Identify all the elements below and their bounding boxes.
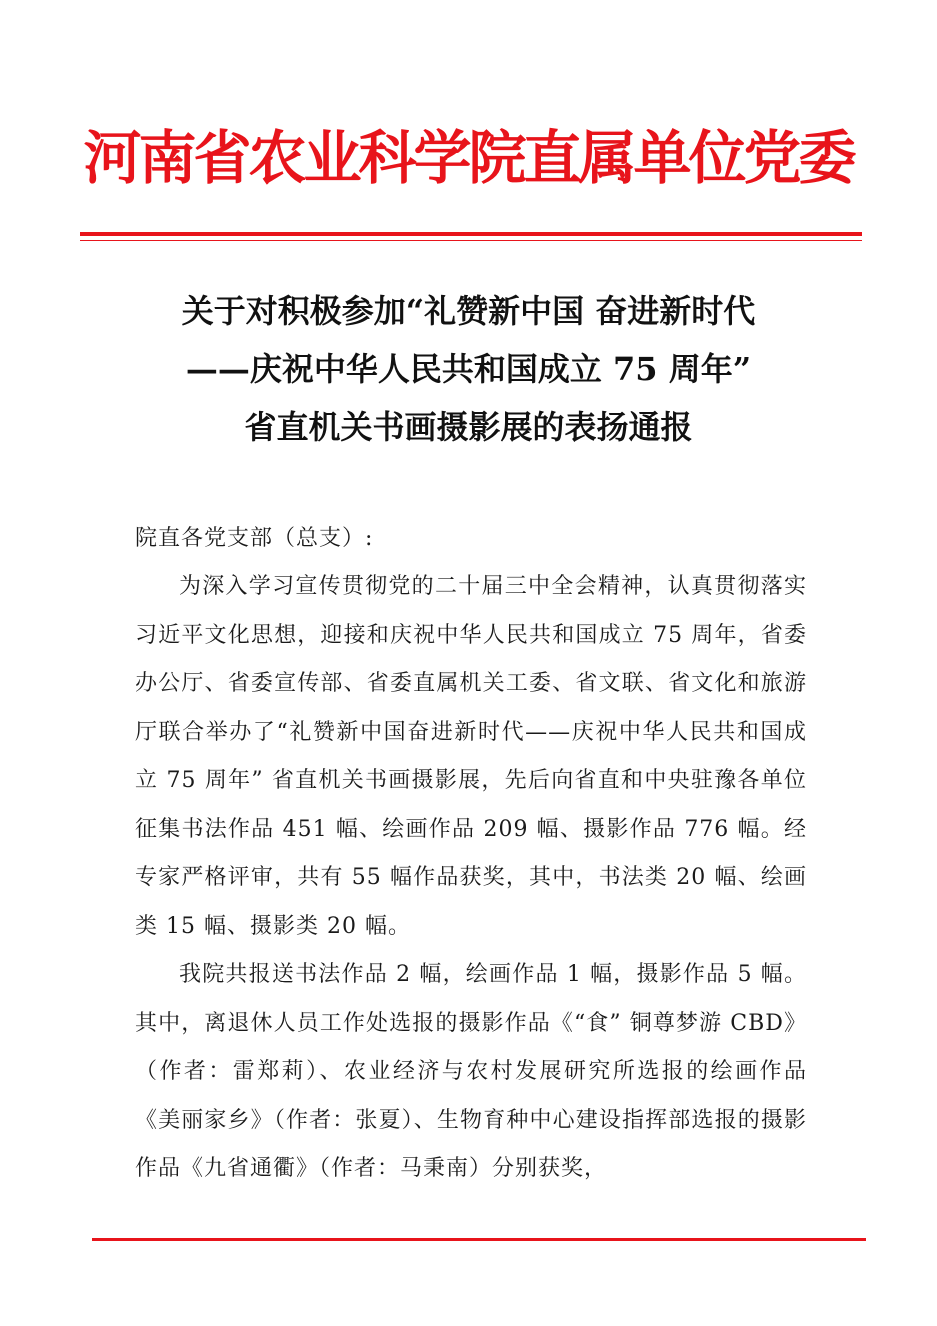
- masthead-org-name: 河南省农业科学院直属单位党委: [83, 124, 854, 192]
- title-line-2: ——庆祝中华人民共和国成立 75 周年”: [185, 350, 752, 388]
- masthead-red-rule-thin: [80, 240, 862, 241]
- document-body: [135, 563, 807, 1194]
- title-line-3: 省直机关书画摄影展的表扬通报: [244, 408, 693, 446]
- body-paragraph-2: 我院共报送书法作品 2 幅，绘画作品 1 幅，摄影作品 5 幅。其中，离退休人员工作处选报的摄影作品《“食” 铜尊梦游 CBD》（作者：雷郑莉）、农业经济与农村发展研究所选报的绘画作品《美丽家乡》（作者：张夏）、生物育种中心建设指挥部选报的摄影作品《九省通衢》（作者：马秉南）分别获奖，: [135, 962, 807, 1181]
- masthead-red-rule: [80, 232, 862, 236]
- title-line-1: 关于对积极参加“礼赞新中国 奋进新时代: [181, 292, 756, 330]
- body-paragraph-1: 为深入学习宣传贯彻党的二十届三中全会精神，认真贯彻落实习近平文化思想，迎接和庆祝中华人民共和国成立 75 周年，省委办公厅、省委宣传部、省委直属机关工委、省文联、省文化和旅游厅联合举办了“礼赞新中国奋进新时代——庆祝中华人民共和国成立 75 周年” 省直机关书画摄影展，先后向省直和中央驻豫各单位征集书法作品 451 幅、绘画作品 209 幅、摄影作品 776 幅。经专家严格评审，共有 55 幅作品获奖，其中，书法类 20 幅、绘画类 15 幅、摄影类 20 幅。: [135, 574, 807, 939]
- document-title: [60, 282, 877, 456]
- salutation: 院直各党支部（总支）:: [135, 526, 374, 551]
- footer-red-rule: [92, 1238, 866, 1241]
